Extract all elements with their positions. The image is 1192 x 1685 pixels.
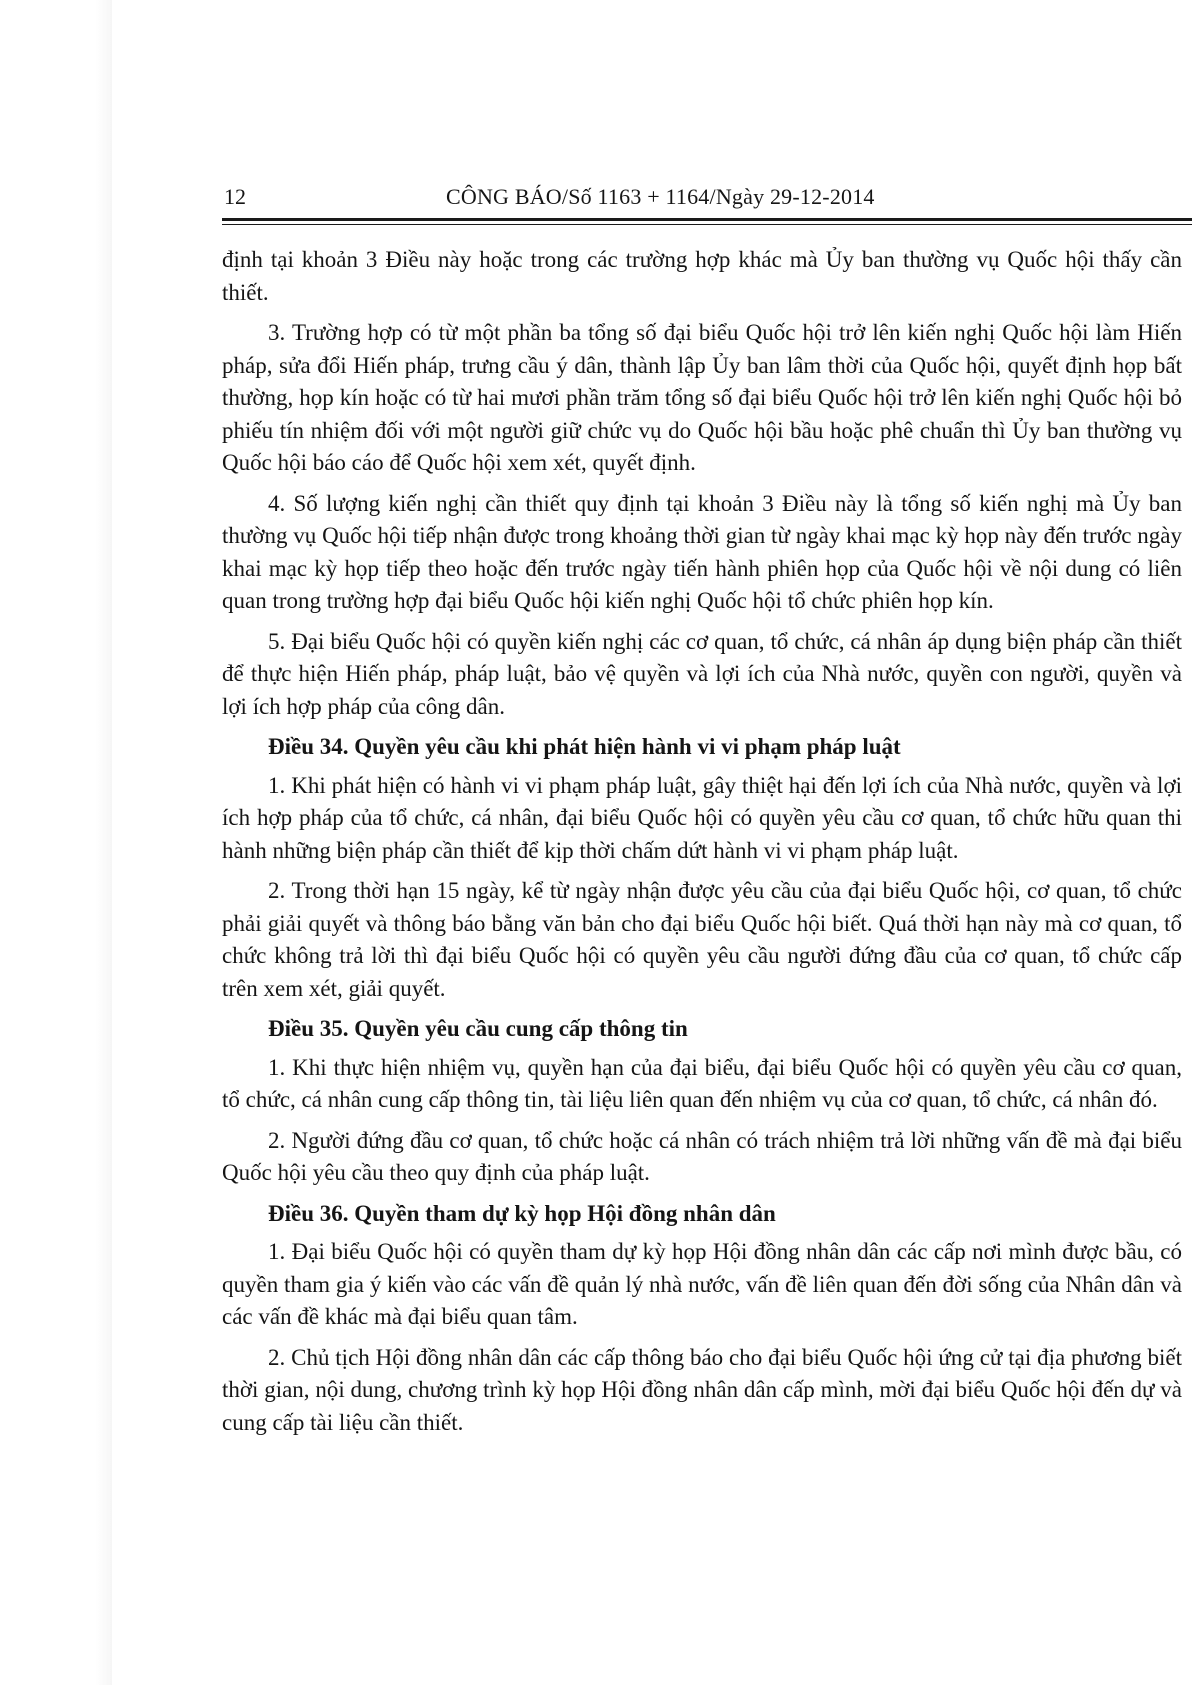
page-header [222,182,1182,216]
paragraph-clause-3: 3. Trường hợp có từ một phần ba tổng số đại biểu Quốc hội trở lên kiến nghị Quốc hội làm Hiến pháp, sửa đổi Hiến pháp, trưng cầu ý dân, thành lập Ủy ban lâm thời của Quốc hội, quyết định họp bất thường, họp kín hoặc có từ hai mươi phần trăm tổng số đại biểu Quốc hội trở lên kiến nghị Quốc hội bỏ phiếu tín nhiệm đối với một người giữ chức vụ do Quốc hội bầu hoặc phê chuẩn thì Ủy ban thường vụ Quốc hội báo cáo để Quốc hội xem xét, quyết định. [222,320,1182,475]
paragraph-clause-4: 4. Số lượng kiến nghị cần thiết quy định tại khoản 3 Điều này là tổng số kiến nghị mà Ủy ban thường vụ Quốc hội tiếp nhận được trong khoảng thời gian từ ngày khai mạc kỳ họp này đến trước ngày khai mạc kỳ họp tiếp theo hoặc đến trước ngày tiến hành phiên họp của Quốc hội về nội dung có liên quan trong trường hợp đại biểu Quốc hội kiến nghị Quốc hội tổ chức phiên họp kín. [222,490,1182,613]
page-left-margin [0,0,112,1685]
header-rule-thin [222,224,1192,225]
header-rule-thick [222,218,1192,221]
article-35-clause-2: 2. Người đứng đầu cơ quan, tổ chức hoặc cá nhân có trách nhiệm trả lời những vấn đề mà đại biểu Quốc hội yêu cầu theo quy định của pháp luật. [222,1127,1182,1185]
document-body [222,244,1182,1447]
paragraph-continuation: định tại khoản 3 Điều này hoặc trong các trường hợp khác mà Ủy ban thường vụ Quốc hội thấy cần thiết. [222,247,1182,305]
running-title: CÔNG BÁO/Số 1163 + 1164/Ngày 29-12-2014 [446,184,875,209]
paragraph-clause-5: 5. Đại biểu Quốc hội có quyền kiến nghị các cơ quan, tổ chức, cá nhân áp dụng biện pháp cần thiết để thực hiện Hiến pháp, pháp luật, bảo vệ quyền và lợi ích của Nhà nước, quyền con người, quyền và lợi ích hợp pháp của công dân. [222,628,1182,719]
page-number: 12 [224,184,246,209]
article-35-clause-1: 1. Khi thực hiện nhiệm vụ, quyền hạn của đại biểu, đại biểu Quốc hội có quyền yêu cầu cơ quan, tổ chức, cá nhân cung cấp thông tin, tài liệu liên quan đến nhiệm vụ của cơ quan, tổ chức, cá nhân đó. [222,1054,1182,1112]
article-36-clause-2: 2. Chủ tịch Hội đồng nhân dân các cấp thông báo cho đại biểu Quốc hội ứng cử tại địa phương biết thời gian, nội dung, chương trình kỳ họp Hội đồng nhân dân cấp mình, mời đại biểu Quốc hội đến dự và cung cấp tài liệu cần thiết. [222,1344,1182,1435]
article-34-clause-2: 2. Trong thời hạn 15 ngày, kể từ ngày nhận được yêu cầu của đại biểu Quốc hội, cơ quan, tổ chức phải giải quyết và thông báo bằng văn bản cho đại biểu Quốc hội biết. Quá thời hạn này mà cơ quan, tổ chức không trả lời thì đại biểu Quốc hội có quyền yêu cầu người đứng đầu của cơ quan, tổ chức cấp trên xem xét, giải quyết. [222,878,1182,1001]
article-36-title: Điều 36. Quyền tham dự kỳ họp Hội đồng nhân dân [268,1200,776,1226]
article-34-clause-1: 1. Khi phát hiện có hành vi vi phạm pháp luật, gây thiệt hại đến lợi ích của Nhà nước, quyền và lợi ích hợp pháp của tổ chức, cá nhân, đại biểu Quốc hội có quyền yêu cầu cơ quan, tổ chức hữu quan thi hành những biện pháp cần thiết để kịp thời chấm dứt hành vi vi phạm pháp luật. [222,772,1182,863]
article-35-title: Điều 35. Quyền yêu cầu cung cấp thông tin [268,1016,688,1041]
article-34-title: Điều 34. Quyền yêu cầu khi phát hiện hành vi vi phạm pháp luật [268,734,901,759]
page-top-margin [0,0,1192,150]
article-36-clause-1: 1. Đại biểu Quốc hội có quyền tham dự kỳ họp Hội đồng nhân dân các cấp nơi mình được bầu, có quyền tham gia ý kiến vào các vấn đề quản lý nhà nước, vấn đề liên quan đến đời sống của Nhân dân và các vấn đề khác mà đại biểu quan tâm. [222,1239,1182,1329]
